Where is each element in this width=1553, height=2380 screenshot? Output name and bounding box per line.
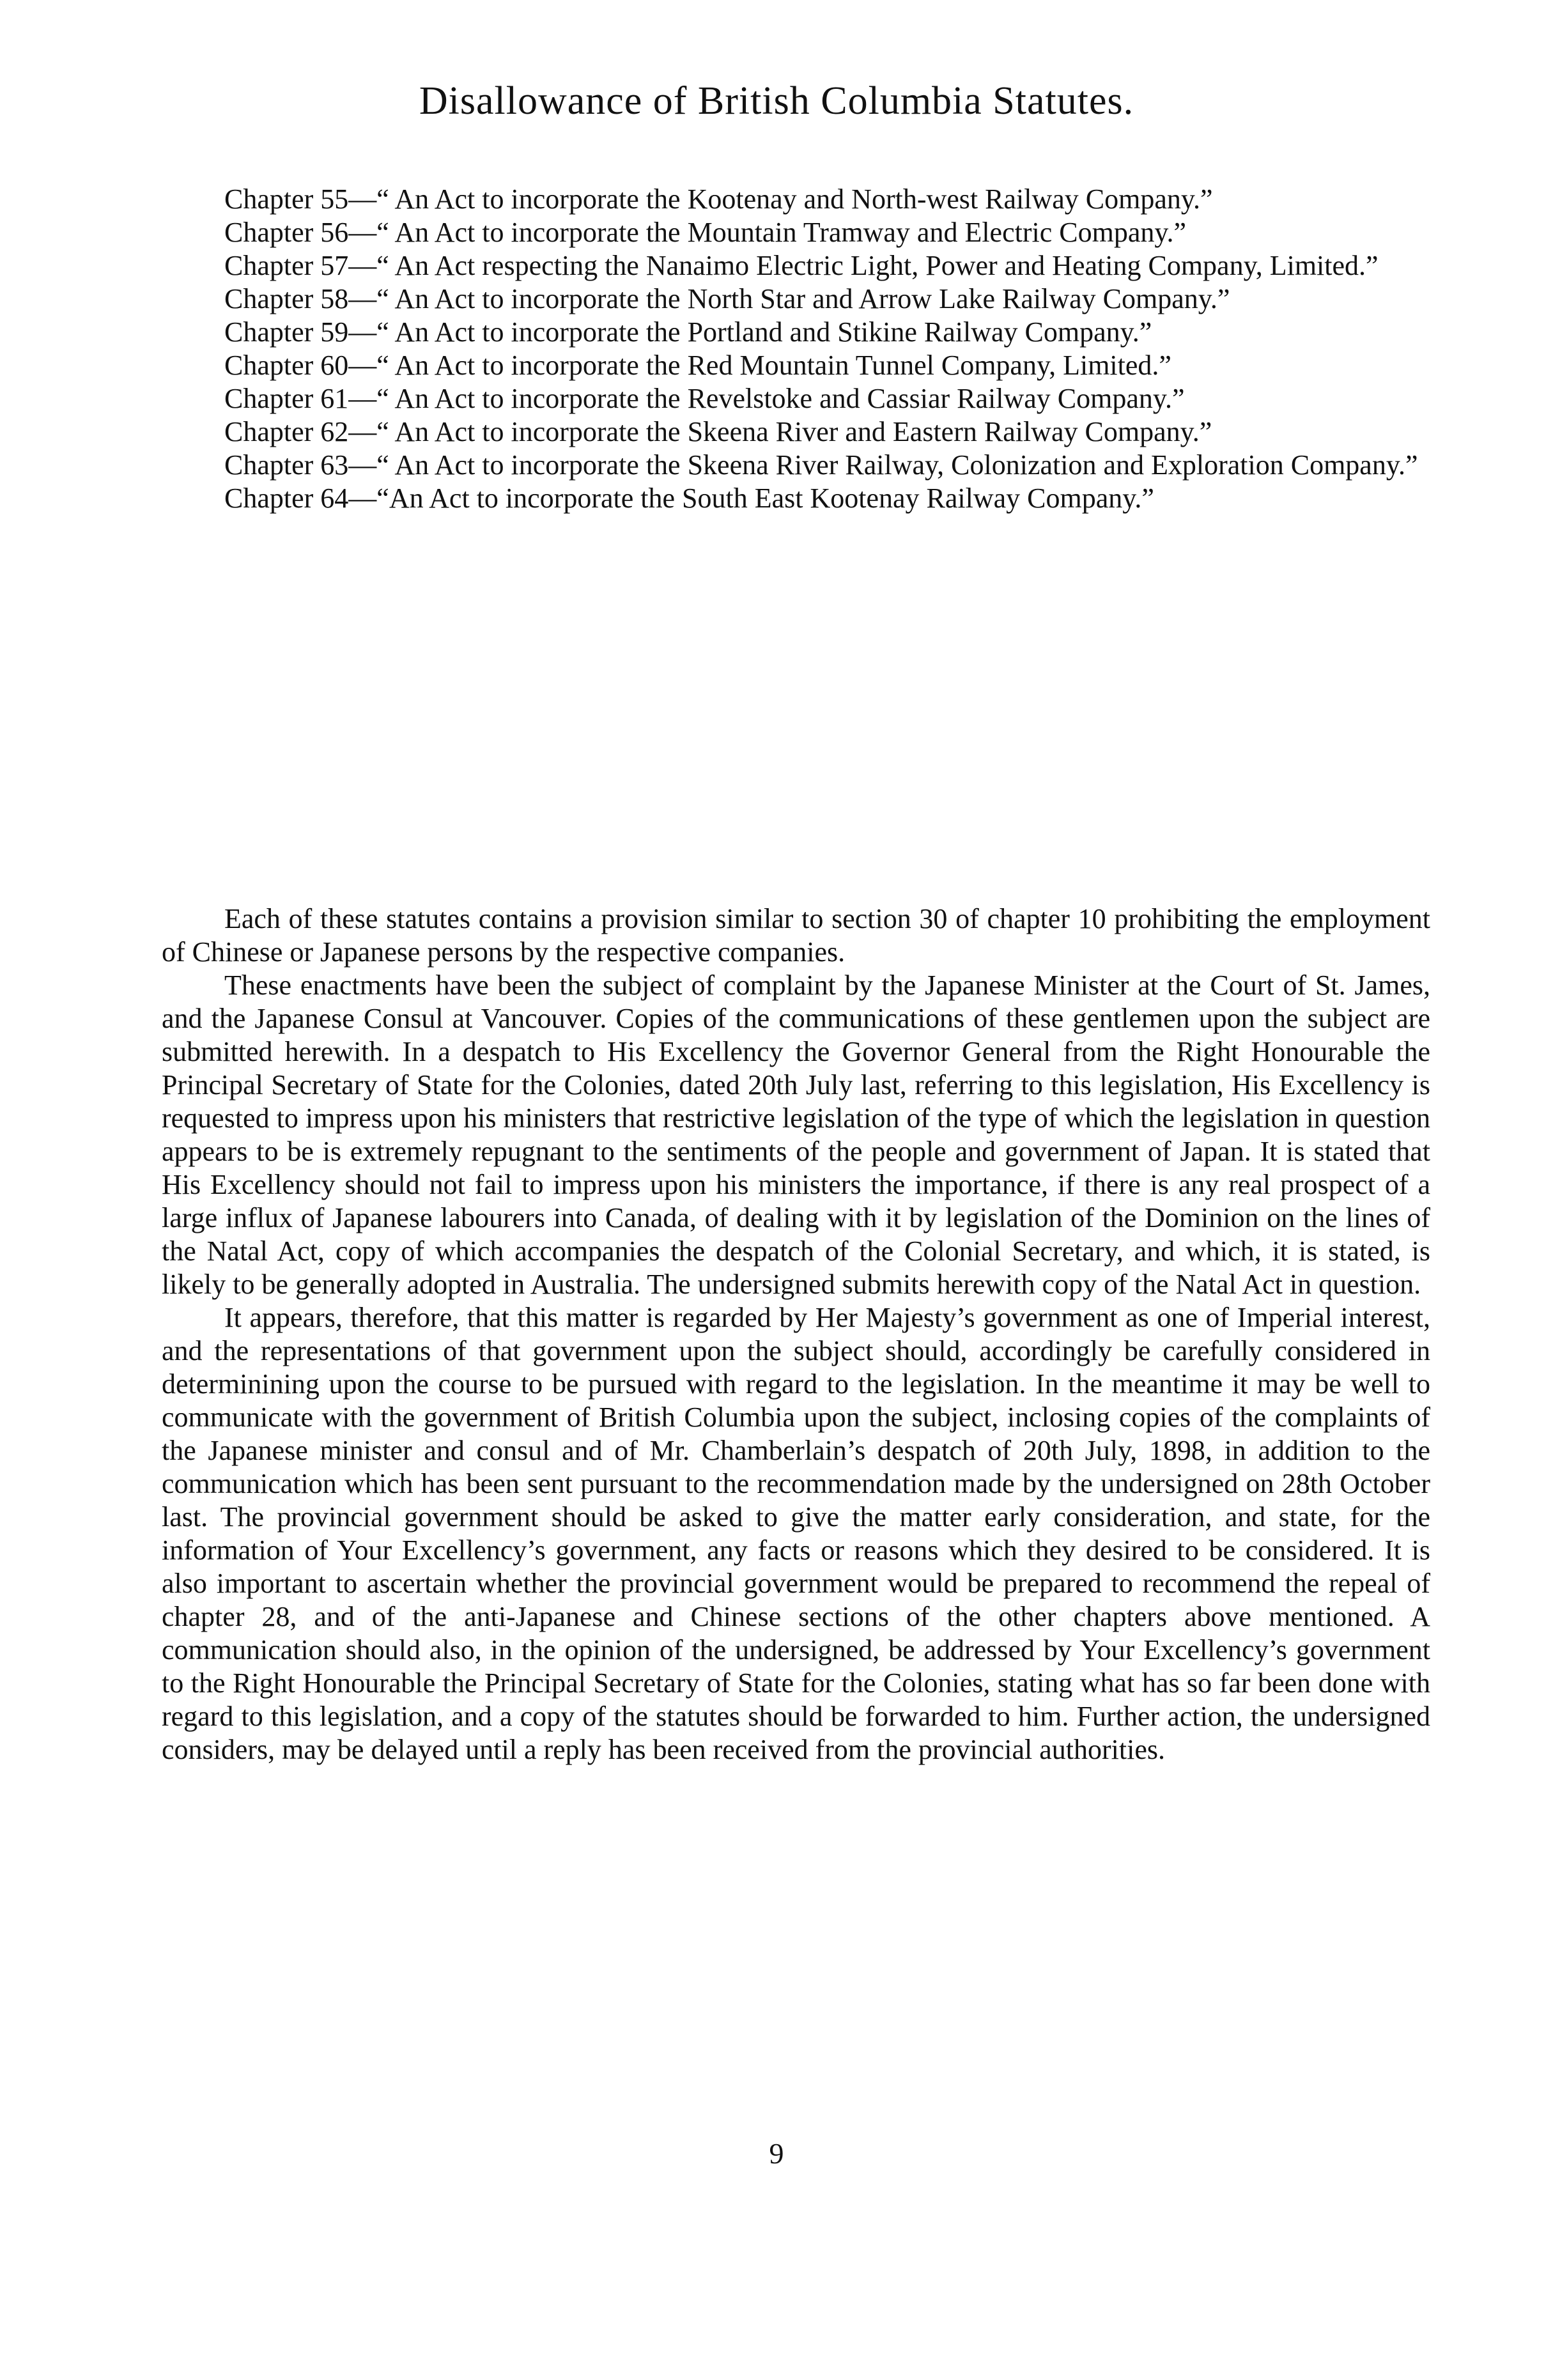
body-text [162, 902, 1430, 1766]
chapter-list [162, 183, 1430, 515]
paragraph: It appears, therefore, that this matter is regarded by Her Majesty’s government as one of Imperial interest, and the representations of that government upon the subject should, accordingly be carefully considered in determinining upon the course to be pursued with regard to the legislation. In the meantime it may be well to communicate with the government of British Columbia upon the subject, inclosing copies of the complaints of the Japanese minister and consul and of Mr. Chamberlain’s despatch of 20th July, 1898, in addition to the communication which has been sent pursuant to the recommendation made by the undersigned on 28th October last. The provincial government should be asked to give the matter early consideration, and state, for the information of Your Excellency’s government, any facts or reasons which they desired to be considered. It is also important to ascertain whether the provincial government would be prepared to recommend the repeal of chapter 28, and of the anti-Japanese and Chinese sections of the other chapters above mentioned. A communication should also, in the opinion of the undersigned, be addressed by Your Excellency’s government to the Right Honourable the Principal Secretary of State for the Colonies, stating what has so far been done with regard to this legislation, and a copy of the statutes should be forwarded to him. Further action, the undersigned considers, may be delayed until a reply has been received from the provincial authorities. [162, 1302, 1430, 1765]
chapter-entry: Chapter 58—“ An Act to incorporate the North Star and Arrow Lake Railway Company.” [224, 283, 1230, 314]
chapter-entry: Chapter 56—“ An Act to incorporate the Mountain Tramway and Electric Company.” [224, 217, 1187, 248]
chapter-entry: Chapter 62—“ An Act to incorporate the Skeena River and Eastern Railway Company.” [224, 416, 1212, 447]
chapter-entry: Chapter 63—“ An Act to incorporate the Skeena River Railway, Colonization and Exploration Company.” [224, 449, 1418, 481]
chapter-entry: Chapter 59—“ An Act to incorporate the Portland and Stikine Railway Company.” [224, 316, 1152, 348]
chapter-entry: Chapter 57—“ An Act respecting the Nanaimo Electric Light, Power and Heating Company, Limited.” [224, 250, 1379, 281]
paragraph: Each of these statutes contains a provision similar to section 30 of chapter 10 prohibiting the employment of Chinese or Japanese persons by the respective companies. [162, 903, 1430, 968]
chapter-entry: Chapter 64—“An Act to incorporate the South East Kootenay Railway Company.” [224, 483, 1154, 514]
page-number: 9 [769, 2137, 784, 2170]
chapter-entry: Chapter 60—“ An Act to incorporate the Red Mountain Tunnel Company, Limited.” [224, 350, 1171, 381]
paragraph: These enactments have been the subject of complaint by the Japanese Minister at the Court of St. James, and the Japanese Consul at Vancouver. Copies of the communications of these gentlemen upon the subject are submitted herewith. In a despatch to His Excellency the Governor General from the Right Honourable the Principal Secretary of State for the Colonies, dated 20th July last, referring to this legislation, His Excellency is requested to impress upon his ministers that restrictive legislation of the type of which the legislation in question appears to be is extremely repugnant to the sentiments of the people and government of Japan. It is stated that His Excellency should not fail to impress upon his ministers the importance, if there is any real prospect of a large influx of Japanese labourers into Canada, of dealing with it by legislation of the Dominion on the lines of the Natal Act, copy of which accompanies the despatch of the Colonial Secretary, and which, it is stated, is likely to be generally adopted in Australia. The undersigned submits herewith copy of the Natal Act in question. [162, 970, 1430, 1300]
page-title: Disallowance of British Columbia Statutes. [419, 79, 1134, 123]
chapter-entry: Chapter 61—“ An Act to incorporate the Revelstoke and Cassiar Railway Company.” [224, 383, 1185, 414]
chapter-entry: Chapter 55—“ An Act to incorporate the Kootenay and North-west Railway Company.” [224, 183, 1213, 215]
